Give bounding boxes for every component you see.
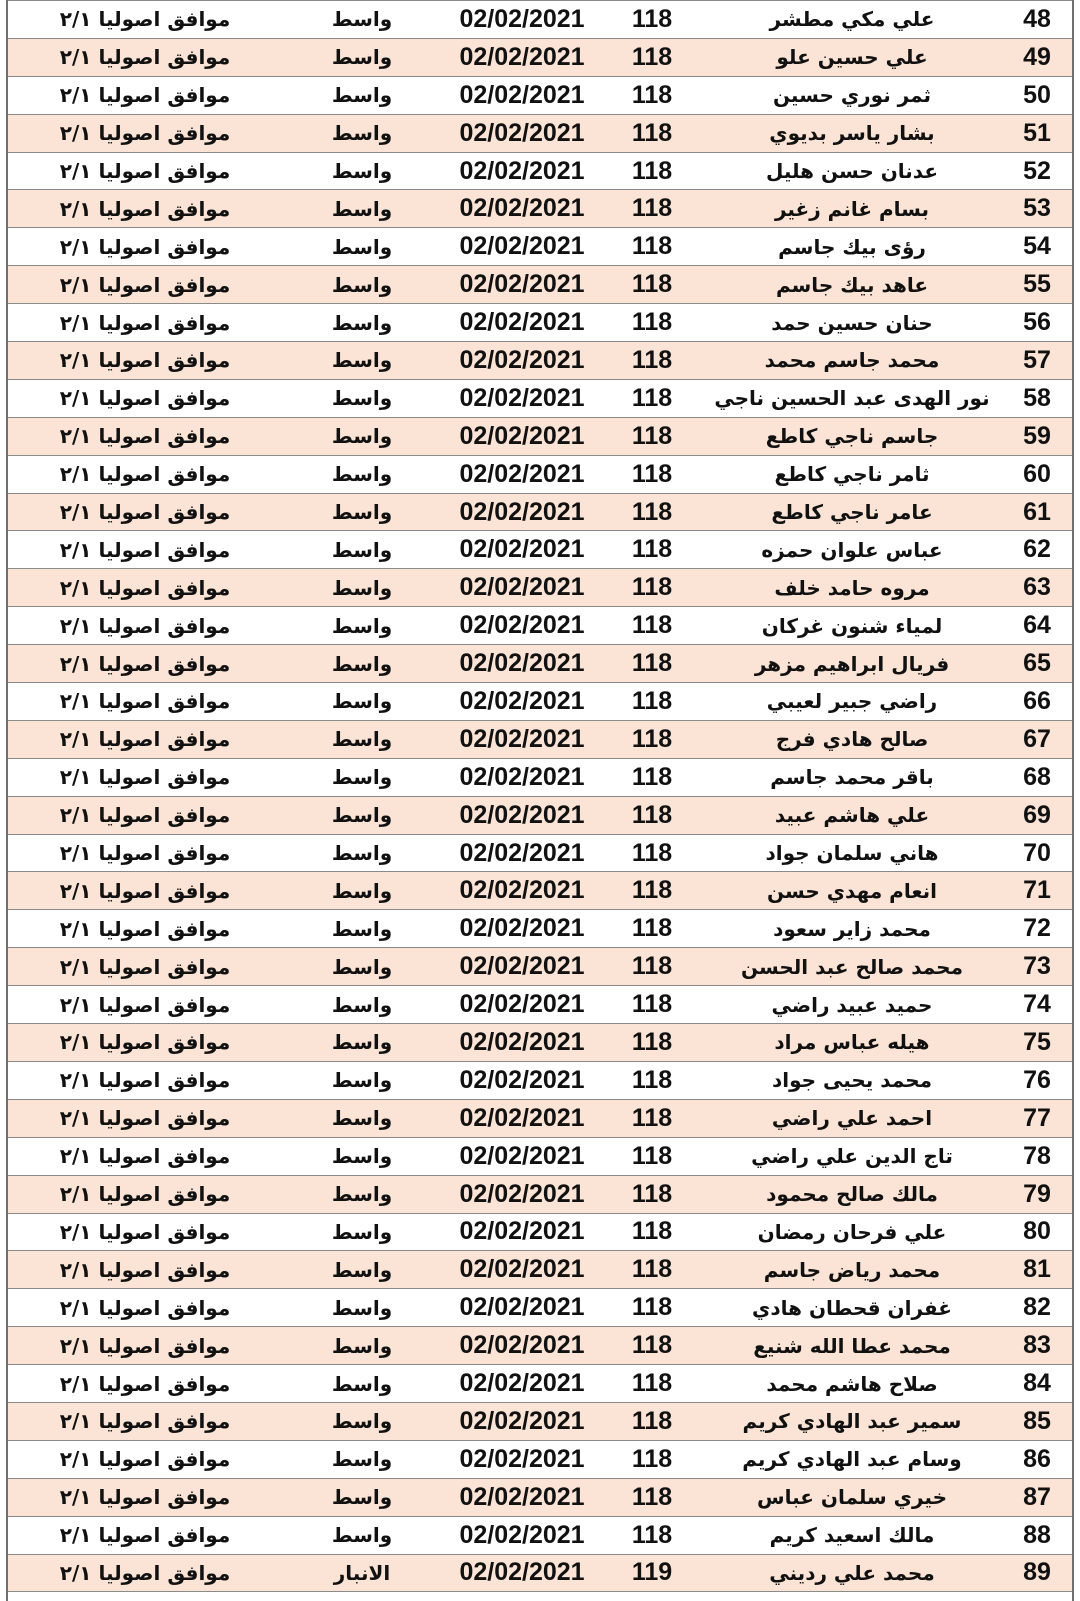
status-cell: موافق اصوليا ٢/١	[8, 1137, 282, 1175]
person-name: تاج الدين علي راضي	[702, 1137, 1002, 1175]
person-name: رؤى بيك جاسم	[702, 228, 1002, 266]
province-cell: واسط	[282, 910, 442, 948]
approvals-table	[8, 0, 1072, 1592]
province-cell: واسط	[282, 1175, 442, 1213]
status-cell: موافق اصوليا ٢/١	[8, 1516, 282, 1554]
date-cell: 02/02/2021	[442, 1554, 602, 1592]
person-name: مالك اسعيد كريم	[702, 1516, 1002, 1554]
person-name: علي هاشم عبيد	[702, 796, 1002, 834]
row-number: 86	[1002, 1440, 1072, 1478]
code-cell: 118	[602, 1099, 702, 1137]
person-name: صالح هادي فرج	[702, 720, 1002, 758]
province-cell: واسط	[282, 1213, 442, 1251]
date-cell: 02/02/2021	[442, 1365, 602, 1403]
row-number: 53	[1002, 190, 1072, 228]
table-row	[8, 834, 1072, 872]
person-name: لمياء شنون غركان	[702, 607, 1002, 645]
province-cell: واسط	[282, 607, 442, 645]
province-cell: واسط	[282, 1289, 442, 1327]
status-cell: موافق اصوليا ٢/١	[8, 683, 282, 721]
person-name: بشار ياسر بديوي	[702, 114, 1002, 152]
date-cell: 02/02/2021	[442, 1175, 602, 1213]
date-cell: 02/02/2021	[442, 910, 602, 948]
province-cell: واسط	[282, 948, 442, 986]
table-row	[8, 986, 1072, 1024]
province-cell: واسط	[282, 796, 442, 834]
status-cell: موافق اصوليا ٢/١	[8, 304, 282, 342]
row-number: 73	[1002, 948, 1072, 986]
row-number: 80	[1002, 1213, 1072, 1251]
status-cell: موافق اصوليا ٢/١	[8, 493, 282, 531]
province-cell: واسط	[282, 38, 442, 76]
status-cell: موافق اصوليا ٢/١	[8, 1024, 282, 1062]
status-cell: موافق اصوليا ٢/١	[8, 1554, 282, 1592]
status-cell: موافق اصوليا ٢/١	[8, 1099, 282, 1137]
date-cell: 02/02/2021	[442, 1289, 602, 1327]
status-cell: موافق اصوليا ٢/١	[8, 1289, 282, 1327]
code-cell: 118	[602, 38, 702, 76]
status-cell: موافق اصوليا ٢/١	[8, 266, 282, 304]
date-cell: 02/02/2021	[442, 152, 602, 190]
date-cell: 02/02/2021	[442, 948, 602, 986]
status-cell: موافق اصوليا ٢/١	[8, 986, 282, 1024]
date-cell: 02/02/2021	[442, 1, 602, 39]
status-cell: موافق اصوليا ٢/١	[8, 569, 282, 607]
person-name: وسام عبد الهادي كريم	[702, 1440, 1002, 1478]
table-row	[8, 1251, 1072, 1289]
code-cell: 118	[602, 455, 702, 493]
status-cell: موافق اصوليا ٢/١	[8, 1402, 282, 1440]
row-number: 67	[1002, 720, 1072, 758]
row-number: 77	[1002, 1099, 1072, 1137]
person-name: محمد صالح عبد الحسن	[702, 948, 1002, 986]
date-cell: 02/02/2021	[442, 569, 602, 607]
code-cell: 118	[602, 114, 702, 152]
person-name: عاهد بيك جاسم	[702, 266, 1002, 304]
province-cell: واسط	[282, 114, 442, 152]
province-cell: واسط	[282, 1137, 442, 1175]
province-cell: واسط	[282, 1478, 442, 1516]
code-cell: 118	[602, 1327, 702, 1365]
person-name: هاني سلمان جواد	[702, 834, 1002, 872]
row-number: 54	[1002, 228, 1072, 266]
person-name: محمد عطا الله شنيع	[702, 1327, 1002, 1365]
person-name: هيله عباس مراد	[702, 1024, 1002, 1062]
row-number: 84	[1002, 1365, 1072, 1403]
date-cell: 02/02/2021	[442, 1440, 602, 1478]
code-cell: 118	[602, 493, 702, 531]
code-cell: 118	[602, 1251, 702, 1289]
row-number: 68	[1002, 758, 1072, 796]
person-name: جاسم ناجي كاطع	[702, 417, 1002, 455]
row-number: 63	[1002, 569, 1072, 607]
person-name: حنان حسين حمد	[702, 304, 1002, 342]
province-cell: واسط	[282, 228, 442, 266]
status-cell: موافق اصوليا ٢/١	[8, 1, 282, 39]
code-cell: 118	[602, 1213, 702, 1251]
status-cell: موافق اصوليا ٢/١	[8, 114, 282, 152]
table-row	[8, 455, 1072, 493]
person-name: عدنان حسن هليل	[702, 152, 1002, 190]
date-cell: 02/02/2021	[442, 1251, 602, 1289]
table-row	[8, 607, 1072, 645]
province-cell: واسط	[282, 152, 442, 190]
date-cell: 02/02/2021	[442, 986, 602, 1024]
person-name: محمد زاير سعود	[702, 910, 1002, 948]
table-row	[8, 1213, 1072, 1251]
province-cell: واسط	[282, 190, 442, 228]
code-cell: 118	[602, 1024, 702, 1062]
status-cell: موافق اصوليا ٢/١	[8, 910, 282, 948]
person-name: خيري سلمان عباس	[702, 1478, 1002, 1516]
person-name: مروه حامد خلف	[702, 569, 1002, 607]
date-cell: 02/02/2021	[442, 720, 602, 758]
row-number: 59	[1002, 417, 1072, 455]
date-cell: 02/02/2021	[442, 531, 602, 569]
row-number: 69	[1002, 796, 1072, 834]
code-cell: 118	[602, 531, 702, 569]
province-cell: واسط	[282, 986, 442, 1024]
province-cell: واسط	[282, 569, 442, 607]
date-cell: 02/02/2021	[442, 796, 602, 834]
code-cell: 118	[602, 872, 702, 910]
date-cell: 02/02/2021	[442, 834, 602, 872]
code-cell: 118	[602, 834, 702, 872]
date-cell: 02/02/2021	[442, 114, 602, 152]
table-row	[8, 1024, 1072, 1062]
row-number: 76	[1002, 1061, 1072, 1099]
row-number: 78	[1002, 1137, 1072, 1175]
status-cell: موافق اصوليا ٢/١	[8, 758, 282, 796]
code-cell: 118	[602, 1365, 702, 1403]
code-cell: 118	[602, 379, 702, 417]
date-cell: 02/02/2021	[442, 1516, 602, 1554]
table-row	[8, 379, 1072, 417]
province-cell: واسط	[282, 1099, 442, 1137]
province-cell: واسط	[282, 304, 442, 342]
row-number: 58	[1002, 379, 1072, 417]
table-row	[8, 1061, 1072, 1099]
row-number: 61	[1002, 493, 1072, 531]
province-cell: واسط	[282, 1061, 442, 1099]
province-cell: واسط	[282, 645, 442, 683]
status-cell: موافق اصوليا ٢/١	[8, 228, 282, 266]
row-number: 55	[1002, 266, 1072, 304]
row-number: 87	[1002, 1478, 1072, 1516]
status-cell: موافق اصوليا ٢/١	[8, 455, 282, 493]
code-cell: 118	[602, 1, 702, 39]
table-row	[8, 1440, 1072, 1478]
province-cell: واسط	[282, 1516, 442, 1554]
status-cell: موافق اصوليا ٢/١	[8, 38, 282, 76]
province-cell: واسط	[282, 379, 442, 417]
person-name: سمير عبد الهادي كريم	[702, 1402, 1002, 1440]
status-cell: موافق اصوليا ٢/١	[8, 1251, 282, 1289]
date-cell: 02/02/2021	[442, 342, 602, 380]
table-row	[8, 190, 1072, 228]
table-row	[8, 1516, 1072, 1554]
status-cell: موافق اصوليا ٢/١	[8, 1175, 282, 1213]
table-row	[8, 531, 1072, 569]
date-cell: 02/02/2021	[442, 1061, 602, 1099]
row-number: 75	[1002, 1024, 1072, 1062]
province-cell: واسط	[282, 1251, 442, 1289]
code-cell: 118	[602, 1478, 702, 1516]
province-cell: واسط	[282, 342, 442, 380]
code-cell: 118	[602, 266, 702, 304]
person-name: محمد يحيى جواد	[702, 1061, 1002, 1099]
person-name: علي فرحان رمضان	[702, 1213, 1002, 1251]
person-name: انعام مهدي حسن	[702, 872, 1002, 910]
table-row	[8, 152, 1072, 190]
table-row	[8, 1554, 1072, 1592]
status-cell: موافق اصوليا ٢/١	[8, 948, 282, 986]
person-name: نور الهدى عبد الحسين ناجي	[702, 379, 1002, 417]
row-number: 66	[1002, 683, 1072, 721]
row-number: 79	[1002, 1175, 1072, 1213]
person-name: حميد عبيد راضي	[702, 986, 1002, 1024]
province-cell: الانبار	[282, 1554, 442, 1592]
row-number: 70	[1002, 834, 1072, 872]
table-row	[8, 796, 1072, 834]
person-name: علي مكي مطشر	[702, 1, 1002, 39]
table-row	[8, 910, 1072, 948]
table-row	[8, 1402, 1072, 1440]
code-cell: 118	[602, 796, 702, 834]
province-cell: واسط	[282, 1440, 442, 1478]
date-cell: 02/02/2021	[442, 1213, 602, 1251]
code-cell: 118	[602, 228, 702, 266]
person-name: محمد جاسم محمد	[702, 342, 1002, 380]
status-cell: موافق اصوليا ٢/١	[8, 1213, 282, 1251]
province-cell: واسط	[282, 417, 442, 455]
row-number: 52	[1002, 152, 1072, 190]
status-cell: موافق اصوليا ٢/١	[8, 379, 282, 417]
code-cell: 118	[602, 1137, 702, 1175]
table-row	[8, 1478, 1072, 1516]
date-cell: 02/02/2021	[442, 379, 602, 417]
status-cell: موافق اصوليا ٢/١	[8, 1327, 282, 1365]
table-row	[8, 948, 1072, 986]
row-number: 74	[1002, 986, 1072, 1024]
table-row	[8, 645, 1072, 683]
row-number: 48	[1002, 1, 1072, 39]
spreadsheet	[6, 0, 1074, 1601]
date-cell: 02/02/2021	[442, 607, 602, 645]
province-cell: واسط	[282, 683, 442, 721]
person-name: مالك صالح محمود	[702, 1175, 1002, 1213]
code-cell: 118	[602, 720, 702, 758]
person-name: غفران قحطان هادي	[702, 1289, 1002, 1327]
date-cell: 02/02/2021	[442, 228, 602, 266]
person-name: عامر ناجي كاطع	[702, 493, 1002, 531]
province-cell: واسط	[282, 493, 442, 531]
date-cell: 02/02/2021	[442, 1327, 602, 1365]
code-cell: 118	[602, 910, 702, 948]
province-cell: واسط	[282, 76, 442, 114]
status-cell: موافق اصوليا ٢/١	[8, 76, 282, 114]
code-cell: 118	[602, 948, 702, 986]
status-cell: موافق اصوليا ٢/١	[8, 645, 282, 683]
row-number: 88	[1002, 1516, 1072, 1554]
date-cell: 02/02/2021	[442, 1024, 602, 1062]
table-row	[8, 1365, 1072, 1403]
date-cell: 02/02/2021	[442, 417, 602, 455]
table-row	[8, 266, 1072, 304]
date-cell: 02/02/2021	[442, 1099, 602, 1137]
status-cell: موافق اصوليا ٢/١	[8, 190, 282, 228]
date-cell: 02/02/2021	[442, 304, 602, 342]
province-cell: واسط	[282, 1, 442, 39]
person-name: راضي جبير لعيبي	[702, 683, 1002, 721]
date-cell: 02/02/2021	[442, 1137, 602, 1175]
code-cell: 118	[602, 76, 702, 114]
status-cell: موافق اصوليا ٢/١	[8, 872, 282, 910]
province-cell: واسط	[282, 531, 442, 569]
code-cell: 118	[602, 607, 702, 645]
date-cell: 02/02/2021	[442, 872, 602, 910]
table-row	[8, 1, 1072, 39]
code-cell: 118	[602, 1440, 702, 1478]
code-cell: 118	[602, 645, 702, 683]
province-cell: واسط	[282, 266, 442, 304]
row-number: 62	[1002, 531, 1072, 569]
province-cell: واسط	[282, 1327, 442, 1365]
status-cell: موافق اصوليا ٢/١	[8, 720, 282, 758]
date-cell: 02/02/2021	[442, 493, 602, 531]
table-row	[8, 758, 1072, 796]
province-cell: واسط	[282, 455, 442, 493]
code-cell: 118	[602, 152, 702, 190]
row-number: 83	[1002, 1327, 1072, 1365]
table-row	[8, 683, 1072, 721]
status-cell: موافق اصوليا ٢/١	[8, 607, 282, 645]
status-cell: موافق اصوليا ٢/١	[8, 152, 282, 190]
person-name: محمد علي رديني	[702, 1554, 1002, 1592]
status-cell: موافق اصوليا ٢/١	[8, 342, 282, 380]
date-cell: 02/02/2021	[442, 455, 602, 493]
status-cell: موافق اصوليا ٢/١	[8, 834, 282, 872]
row-number: 85	[1002, 1402, 1072, 1440]
status-cell: موافق اصوليا ٢/١	[8, 1478, 282, 1516]
table-row	[8, 76, 1072, 114]
date-cell: 02/02/2021	[442, 190, 602, 228]
row-number: 89	[1002, 1554, 1072, 1592]
table-row	[8, 342, 1072, 380]
date-cell: 02/02/2021	[442, 758, 602, 796]
code-cell: 118	[602, 304, 702, 342]
person-name: فريال ابراهيم مزهر	[702, 645, 1002, 683]
table-row	[8, 872, 1072, 910]
table-row	[8, 228, 1072, 266]
code-cell: 118	[602, 1175, 702, 1213]
province-cell: واسط	[282, 1402, 442, 1440]
province-cell: واسط	[282, 872, 442, 910]
row-number: 71	[1002, 872, 1072, 910]
table-row	[8, 1137, 1072, 1175]
province-cell: واسط	[282, 1365, 442, 1403]
date-cell: 02/02/2021	[442, 38, 602, 76]
code-cell: 118	[602, 986, 702, 1024]
table-row	[8, 493, 1072, 531]
status-cell: موافق اصوليا ٢/١	[8, 1440, 282, 1478]
table-row	[8, 38, 1072, 76]
person-name: صلاح هاشم محمد	[702, 1365, 1002, 1403]
person-name: بسام غانم زغير	[702, 190, 1002, 228]
code-cell: 118	[602, 569, 702, 607]
person-name: ثمر نوري حسين	[702, 76, 1002, 114]
province-cell: واسط	[282, 758, 442, 796]
code-cell: 118	[602, 1061, 702, 1099]
table-row	[8, 114, 1072, 152]
date-cell: 02/02/2021	[442, 645, 602, 683]
code-cell: 118	[602, 683, 702, 721]
table-body	[8, 1, 1072, 1592]
date-cell: 02/02/2021	[442, 76, 602, 114]
table-row	[8, 720, 1072, 758]
date-cell: 02/02/2021	[442, 683, 602, 721]
status-cell: موافق اصوليا ٢/١	[8, 1365, 282, 1403]
code-cell: 118	[602, 1516, 702, 1554]
person-name: احمد علي راضي	[702, 1099, 1002, 1137]
province-cell: واسط	[282, 1024, 442, 1062]
row-number: 57	[1002, 342, 1072, 380]
row-number: 60	[1002, 455, 1072, 493]
code-cell: 118	[602, 1289, 702, 1327]
table-row	[8, 1099, 1072, 1137]
row-number: 50	[1002, 76, 1072, 114]
table-row	[8, 1175, 1072, 1213]
table-row	[8, 304, 1072, 342]
province-cell: واسط	[282, 834, 442, 872]
status-cell: موافق اصوليا ٢/١	[8, 531, 282, 569]
row-number: 49	[1002, 38, 1072, 76]
status-cell: موافق اصوليا ٢/١	[8, 796, 282, 834]
status-cell: موافق اصوليا ٢/١	[8, 417, 282, 455]
person-name: باقر محمد جاسم	[702, 758, 1002, 796]
date-cell: 02/02/2021	[442, 266, 602, 304]
table-row	[8, 417, 1072, 455]
date-cell: 02/02/2021	[442, 1478, 602, 1516]
table-row	[8, 569, 1072, 607]
row-number: 56	[1002, 304, 1072, 342]
code-cell: 118	[602, 1402, 702, 1440]
code-cell: 119	[602, 1554, 702, 1592]
row-number: 81	[1002, 1251, 1072, 1289]
row-number: 65	[1002, 645, 1072, 683]
code-cell: 118	[602, 190, 702, 228]
table-row	[8, 1289, 1072, 1327]
person-name: ثامر ناجي كاطع	[702, 455, 1002, 493]
code-cell: 118	[602, 417, 702, 455]
status-cell: موافق اصوليا ٢/١	[8, 1061, 282, 1099]
code-cell: 118	[602, 758, 702, 796]
table-row	[8, 1327, 1072, 1365]
row-number: 51	[1002, 114, 1072, 152]
person-name: علي حسين علو	[702, 38, 1002, 76]
date-cell: 02/02/2021	[442, 1402, 602, 1440]
row-number: 64	[1002, 607, 1072, 645]
code-cell: 118	[602, 342, 702, 380]
row-number: 82	[1002, 1289, 1072, 1327]
row-number: 72	[1002, 910, 1072, 948]
person-name: عباس علوان حمزه	[702, 531, 1002, 569]
person-name: محمد رياض جاسم	[702, 1251, 1002, 1289]
province-cell: واسط	[282, 720, 442, 758]
